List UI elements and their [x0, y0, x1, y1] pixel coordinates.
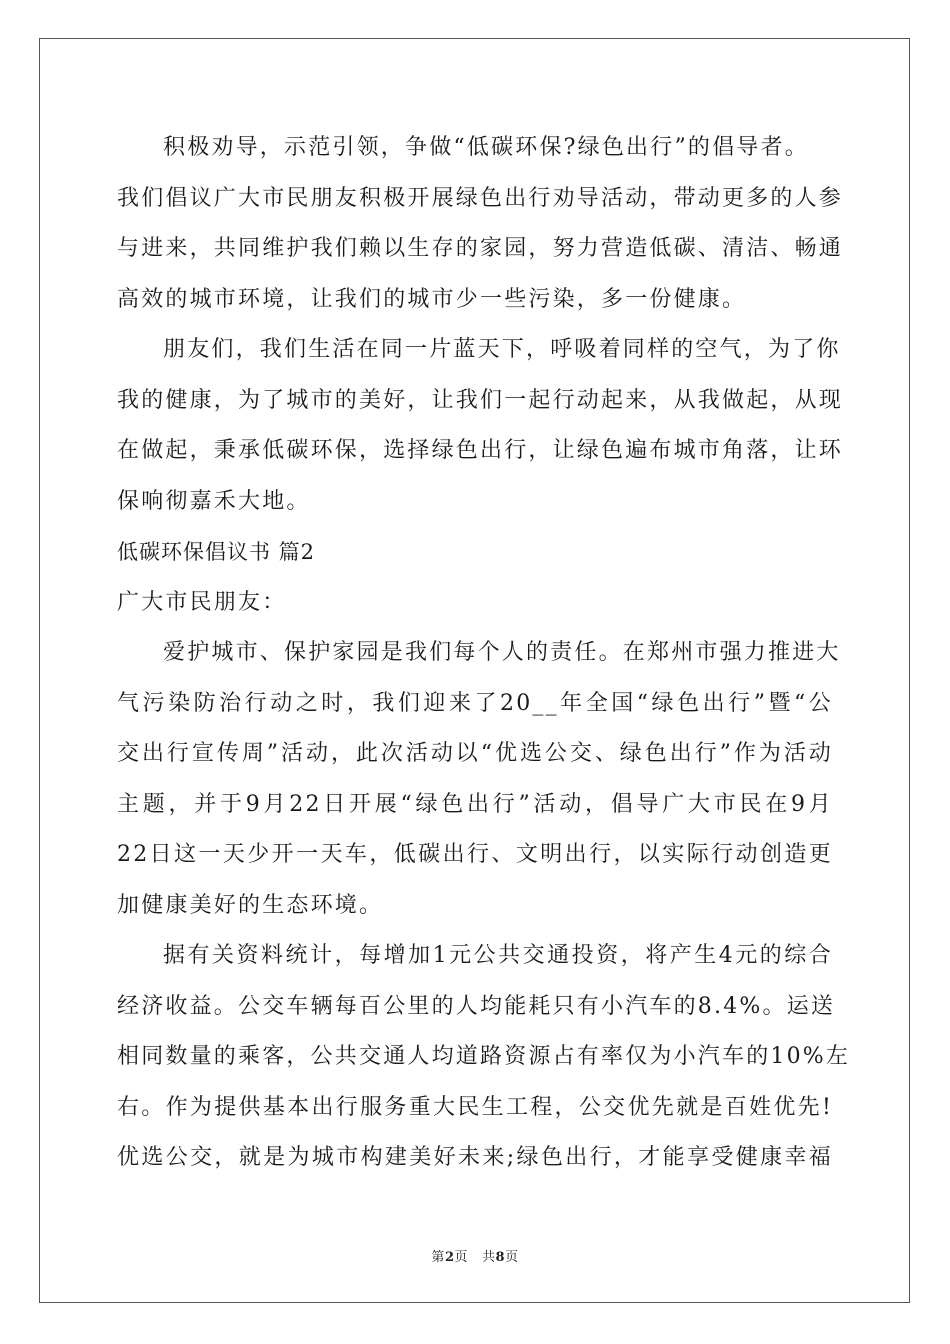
page-number-suffix: 页	[454, 1250, 468, 1265]
paragraph-line: 我们倡议广大市民朋友积极开展绿色出行劝导活动，带动更多的人参	[117, 185, 844, 211]
paragraph-line: 相同数量的乘客，公共交通人均道路资源占有率仅为小汽车的10%左	[117, 1044, 851, 1069]
section-heading: 低碳环保倡议书 篇2	[117, 540, 316, 564]
paragraph-line: 与进来，共同维护我们赖以生存的家园，努力营造低碳、清洁、畅通	[117, 236, 844, 261]
paragraph-line: 在做起，秉承低碳环保，选择绿色出行，让绿色遍布城市角落，让环	[117, 438, 844, 463]
paragraph-line: 优选公交，就是为城市构建美好未来;绿色出行，才能享受健康幸福	[117, 1145, 833, 1170]
paragraph-line: 据有关资料统计，每增加1元公共交通投资，将产生4元的综合	[163, 943, 833, 968]
current-page-number: 2	[444, 1250, 455, 1265]
paragraph-line: 交出行宣传周”活动，此次活动以“优选公交、绿色出行”作为活动	[117, 741, 833, 766]
paragraph-line: 高效的城市环境，让我们的城市少一些污染，多一份健康。	[117, 286, 747, 312]
total-page-count: 8	[495, 1250, 506, 1265]
paragraph-line: 加健康美好的生态环境。	[117, 892, 384, 918]
page-footer	[0, 1246, 950, 1265]
total-pages-suffix: 页	[505, 1250, 519, 1265]
paragraph-line: 积极劝导，示范引领，争做“低碳环保?绿色出行”的倡导者。	[163, 135, 809, 160]
paragraph-line: 爱护城市、保护家园是我们每个人的责任。在郑州市强力推进大	[163, 640, 841, 665]
paragraph-line: 我的健康，为了城市的美好，让我们一起行动起来，从我做起，从现	[117, 387, 844, 413]
document-body	[117, 128, 851, 1189]
paragraph-line: 保响彻嘉禾大地。	[117, 488, 311, 514]
page-number-prefix: 第	[431, 1250, 445, 1265]
paragraph-line: 主题，并于9月22日开展“绿色出行”活动，倡导广大市民在9月	[117, 791, 833, 817]
paragraph-line: 右。作为提供基本出行服务重大民生工程，公交优先就是百姓优先!	[117, 1094, 833, 1120]
paragraph-line: 22日这一天少开一天车，低碳出行、文明出行，以实际行动创造更	[117, 842, 833, 867]
total-pages-prefix: 共	[482, 1250, 496, 1265]
paragraph-line: 气污染防治行动之时，我们迎来了20__年全国“绿色出行”暨“公	[117, 690, 833, 716]
salutation: 广大市民朋友：	[117, 589, 287, 615]
paragraph-line: 朋友们，我们生活在同一片蓝天下，呼吸着同样的空气，为了你	[163, 337, 841, 362]
paragraph-line: 经济收益。公交车辆每百公里的人均能耗只有小汽车的8.4%。运送	[117, 993, 836, 1019]
